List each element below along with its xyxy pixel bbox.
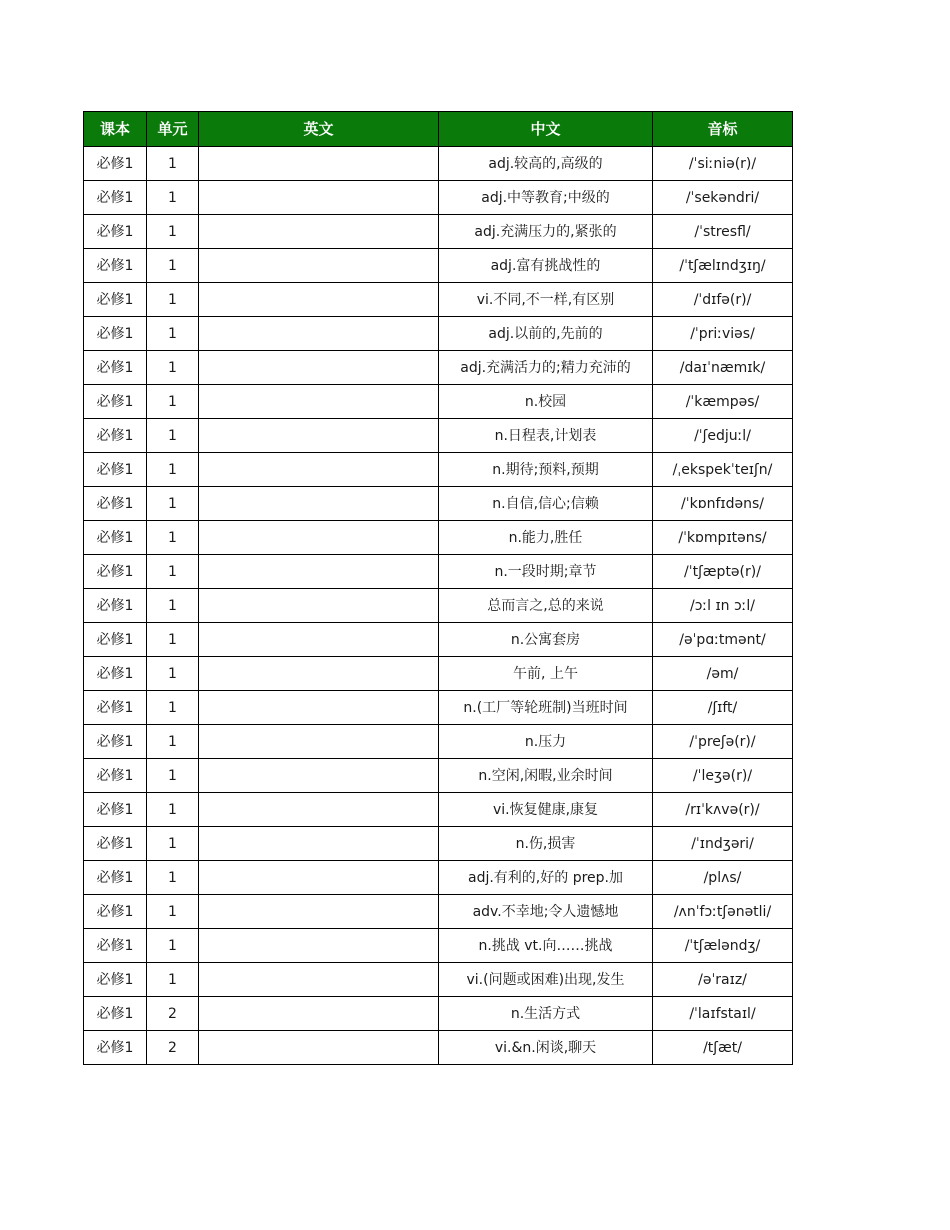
cell-english[interactable] xyxy=(199,249,439,283)
cell-unit: 1 xyxy=(147,215,199,249)
cell-book: 必修1 xyxy=(84,657,147,691)
cell-phonetic: /ˈpriːviəs/ xyxy=(653,317,793,351)
cell-phonetic: /daɪˈnæmɪk/ xyxy=(653,351,793,385)
cell-chinese: vi.(问题或困难)出现,发生 xyxy=(439,963,653,997)
cell-unit: 1 xyxy=(147,181,199,215)
cell-unit: 1 xyxy=(147,283,199,317)
table-row xyxy=(84,793,793,827)
cell-english[interactable] xyxy=(199,487,439,521)
cell-unit: 1 xyxy=(147,895,199,929)
cell-book: 必修1 xyxy=(84,385,147,419)
cell-book: 必修1 xyxy=(84,249,147,283)
cell-unit: 2 xyxy=(147,997,199,1031)
table-row xyxy=(84,283,793,317)
table-row xyxy=(84,657,793,691)
cell-unit: 1 xyxy=(147,589,199,623)
cell-phonetic: /tʃæt/ xyxy=(653,1031,793,1065)
cell-chinese: adj.以前的,先前的 xyxy=(439,317,653,351)
cell-book: 必修1 xyxy=(84,555,147,589)
cell-english[interactable] xyxy=(199,555,439,589)
cell-book: 必修1 xyxy=(84,963,147,997)
cell-chinese: n.自信,信心;信赖 xyxy=(439,487,653,521)
cell-phonetic: /ˈstresfl/ xyxy=(653,215,793,249)
cell-book: 必修1 xyxy=(84,453,147,487)
table-row xyxy=(84,725,793,759)
cell-chinese: adj.充满压力的,紧张的 xyxy=(439,215,653,249)
cell-english[interactable] xyxy=(199,657,439,691)
cell-chinese: n.公寓套房 xyxy=(439,623,653,657)
cell-chinese: adv.不幸地;令人遗憾地 xyxy=(439,895,653,929)
cell-book: 必修1 xyxy=(84,725,147,759)
cell-chinese: 总而言之,总的来说 xyxy=(439,589,653,623)
cell-chinese: adj.有利的,好的 prep.加 xyxy=(439,861,653,895)
cell-phonetic: /əm/ xyxy=(653,657,793,691)
cell-book: 必修1 xyxy=(84,351,147,385)
cell-unit: 1 xyxy=(147,725,199,759)
cell-phonetic: /ˈleʒə(r)/ xyxy=(653,759,793,793)
table-row xyxy=(84,827,793,861)
cell-english[interactable] xyxy=(199,385,439,419)
cell-unit: 1 xyxy=(147,759,199,793)
table-row xyxy=(84,317,793,351)
column-header-unit: 单元 xyxy=(147,112,199,147)
cell-phonetic: /ˈtʃæləndʒ/ xyxy=(653,929,793,963)
cell-phonetic: /ˈɪndʒəri/ xyxy=(653,827,793,861)
cell-chinese: 午前, 上午 xyxy=(439,657,653,691)
cell-unit: 1 xyxy=(147,793,199,827)
cell-english[interactable] xyxy=(199,351,439,385)
table-row xyxy=(84,963,793,997)
cell-english[interactable] xyxy=(199,181,439,215)
cell-english[interactable] xyxy=(199,827,439,861)
table-row xyxy=(84,895,793,929)
cell-book: 必修1 xyxy=(84,623,147,657)
cell-phonetic: /ˈtʃæptə(r)/ xyxy=(653,555,793,589)
cell-chinese: vi.恢复健康,康复 xyxy=(439,793,653,827)
table-row xyxy=(84,521,793,555)
table-row xyxy=(84,623,793,657)
table-row xyxy=(84,759,793,793)
table-row xyxy=(84,215,793,249)
cell-phonetic: /ʌnˈfɔːtʃənətli/ xyxy=(653,895,793,929)
cell-english[interactable] xyxy=(199,793,439,827)
cell-unit: 2 xyxy=(147,1031,199,1065)
cell-unit: 1 xyxy=(147,249,199,283)
cell-english[interactable] xyxy=(199,283,439,317)
cell-phonetic: /ˈpreʃə(r)/ xyxy=(653,725,793,759)
cell-book: 必修1 xyxy=(84,895,147,929)
cell-english[interactable] xyxy=(199,759,439,793)
cell-unit: 1 xyxy=(147,385,199,419)
table-row xyxy=(84,453,793,487)
cell-phonetic: /ʃɪft/ xyxy=(653,691,793,725)
cell-book: 必修1 xyxy=(84,691,147,725)
cell-book: 必修1 xyxy=(84,317,147,351)
cell-unit: 1 xyxy=(147,317,199,351)
cell-chinese: adj.富有挑战性的 xyxy=(439,249,653,283)
cell-chinese: n.期待;预料,预期 xyxy=(439,453,653,487)
table-row xyxy=(84,997,793,1031)
cell-english[interactable] xyxy=(199,963,439,997)
cell-chinese: adj.中等教育;中级的 xyxy=(439,181,653,215)
table-body xyxy=(84,147,793,1065)
cell-unit: 1 xyxy=(147,147,199,181)
cell-book: 必修1 xyxy=(84,793,147,827)
cell-phonetic: /əˈraɪz/ xyxy=(653,963,793,997)
cell-chinese: adj.充满活力的;精力充沛的 xyxy=(439,351,653,385)
cell-phonetic: /ˈʃedjuːl/ xyxy=(653,419,793,453)
column-header-phonetic: 音标 xyxy=(653,112,793,147)
column-header-english: 英文 xyxy=(199,112,439,147)
table-row xyxy=(84,181,793,215)
table-row xyxy=(84,589,793,623)
cell-book: 必修1 xyxy=(84,215,147,249)
cell-book: 必修1 xyxy=(84,827,147,861)
cell-book: 必修1 xyxy=(84,589,147,623)
cell-book: 必修1 xyxy=(84,487,147,521)
cell-chinese: vi.不同,不一样,有区别 xyxy=(439,283,653,317)
cell-chinese: n.(工厂等轮班制)当班时间 xyxy=(439,691,653,725)
cell-phonetic: /plʌs/ xyxy=(653,861,793,895)
cell-chinese: n.空闲,闲暇,业余时间 xyxy=(439,759,653,793)
cell-chinese: n.能力,胜任 xyxy=(439,521,653,555)
cell-phonetic: /ˈkɒnfɪdəns/ xyxy=(653,487,793,521)
cell-chinese: vi.&n.闲谈,聊天 xyxy=(439,1031,653,1065)
cell-english[interactable] xyxy=(199,1031,439,1065)
cell-book: 必修1 xyxy=(84,147,147,181)
cell-book: 必修1 xyxy=(84,759,147,793)
table-row xyxy=(84,249,793,283)
cell-english[interactable] xyxy=(199,147,439,181)
cell-unit: 1 xyxy=(147,555,199,589)
table-row xyxy=(84,385,793,419)
table-row xyxy=(84,147,793,181)
vocabulary-table xyxy=(83,111,793,1065)
cell-chinese: n.生活方式 xyxy=(439,997,653,1031)
cell-phonetic: /ˈsiːniə(r)/ xyxy=(653,147,793,181)
cell-unit: 1 xyxy=(147,827,199,861)
cell-book: 必修1 xyxy=(84,929,147,963)
cell-book: 必修1 xyxy=(84,419,147,453)
cell-chinese: n.校园 xyxy=(439,385,653,419)
table-row xyxy=(84,487,793,521)
cell-english[interactable] xyxy=(199,861,439,895)
table-row xyxy=(84,691,793,725)
cell-chinese: adj.较高的,高级的 xyxy=(439,147,653,181)
cell-phonetic: /ˈsekəndri/ xyxy=(653,181,793,215)
table-row xyxy=(84,555,793,589)
cell-book: 必修1 xyxy=(84,861,147,895)
cell-english[interactable] xyxy=(199,317,439,351)
cell-english[interactable] xyxy=(199,997,439,1031)
column-header-book: 课本 xyxy=(84,112,147,147)
cell-english[interactable] xyxy=(199,929,439,963)
cell-english[interactable] xyxy=(199,589,439,623)
cell-english[interactable] xyxy=(199,623,439,657)
cell-book: 必修1 xyxy=(84,521,147,555)
cell-unit: 1 xyxy=(147,691,199,725)
cell-chinese: n.伤,损害 xyxy=(439,827,653,861)
table-row xyxy=(84,351,793,385)
cell-chinese: n.一段时期;章节 xyxy=(439,555,653,589)
vocabulary-sheet xyxy=(83,111,793,1065)
column-header-chinese: 中文 xyxy=(439,112,653,147)
cell-phonetic: /ˌekspekˈteɪʃn/ xyxy=(653,453,793,487)
cell-phonetic: /ɔːl ɪn ɔːl/ xyxy=(653,589,793,623)
cell-phonetic: /ˈkæmpəs/ xyxy=(653,385,793,419)
cell-unit: 1 xyxy=(147,419,199,453)
cell-book: 必修1 xyxy=(84,997,147,1031)
cell-english[interactable] xyxy=(199,895,439,929)
cell-unit: 1 xyxy=(147,487,199,521)
cell-english[interactable] xyxy=(199,725,439,759)
cell-unit: 1 xyxy=(147,623,199,657)
cell-unit: 1 xyxy=(147,521,199,555)
cell-english[interactable] xyxy=(199,453,439,487)
cell-unit: 1 xyxy=(147,861,199,895)
cell-english[interactable] xyxy=(199,521,439,555)
table-row xyxy=(84,929,793,963)
cell-phonetic: /ˈdɪfə(r)/ xyxy=(653,283,793,317)
cell-phonetic: /ˈkɒmpɪtəns/ xyxy=(653,521,793,555)
cell-unit: 1 xyxy=(147,657,199,691)
cell-chinese: n.挑战 vt.向……挑战 xyxy=(439,929,653,963)
cell-book: 必修1 xyxy=(84,1031,147,1065)
cell-chinese: n.压力 xyxy=(439,725,653,759)
cell-phonetic: /rɪˈkʌvə(r)/ xyxy=(653,793,793,827)
cell-phonetic: /əˈpɑːtmənt/ xyxy=(653,623,793,657)
cell-unit: 1 xyxy=(147,453,199,487)
cell-phonetic: /ˈtʃælɪndʒɪŋ/ xyxy=(653,249,793,283)
cell-english[interactable] xyxy=(199,691,439,725)
table-row xyxy=(84,1031,793,1065)
cell-phonetic: /ˈlaɪfstaɪl/ xyxy=(653,997,793,1031)
cell-english[interactable] xyxy=(199,215,439,249)
header-row xyxy=(84,112,793,147)
table-row xyxy=(84,861,793,895)
cell-english[interactable] xyxy=(199,419,439,453)
cell-chinese: n.日程表,计划表 xyxy=(439,419,653,453)
cell-unit: 1 xyxy=(147,963,199,997)
table-row xyxy=(84,419,793,453)
cell-book: 必修1 xyxy=(84,181,147,215)
cell-book: 必修1 xyxy=(84,283,147,317)
cell-unit: 1 xyxy=(147,351,199,385)
cell-unit: 1 xyxy=(147,929,199,963)
